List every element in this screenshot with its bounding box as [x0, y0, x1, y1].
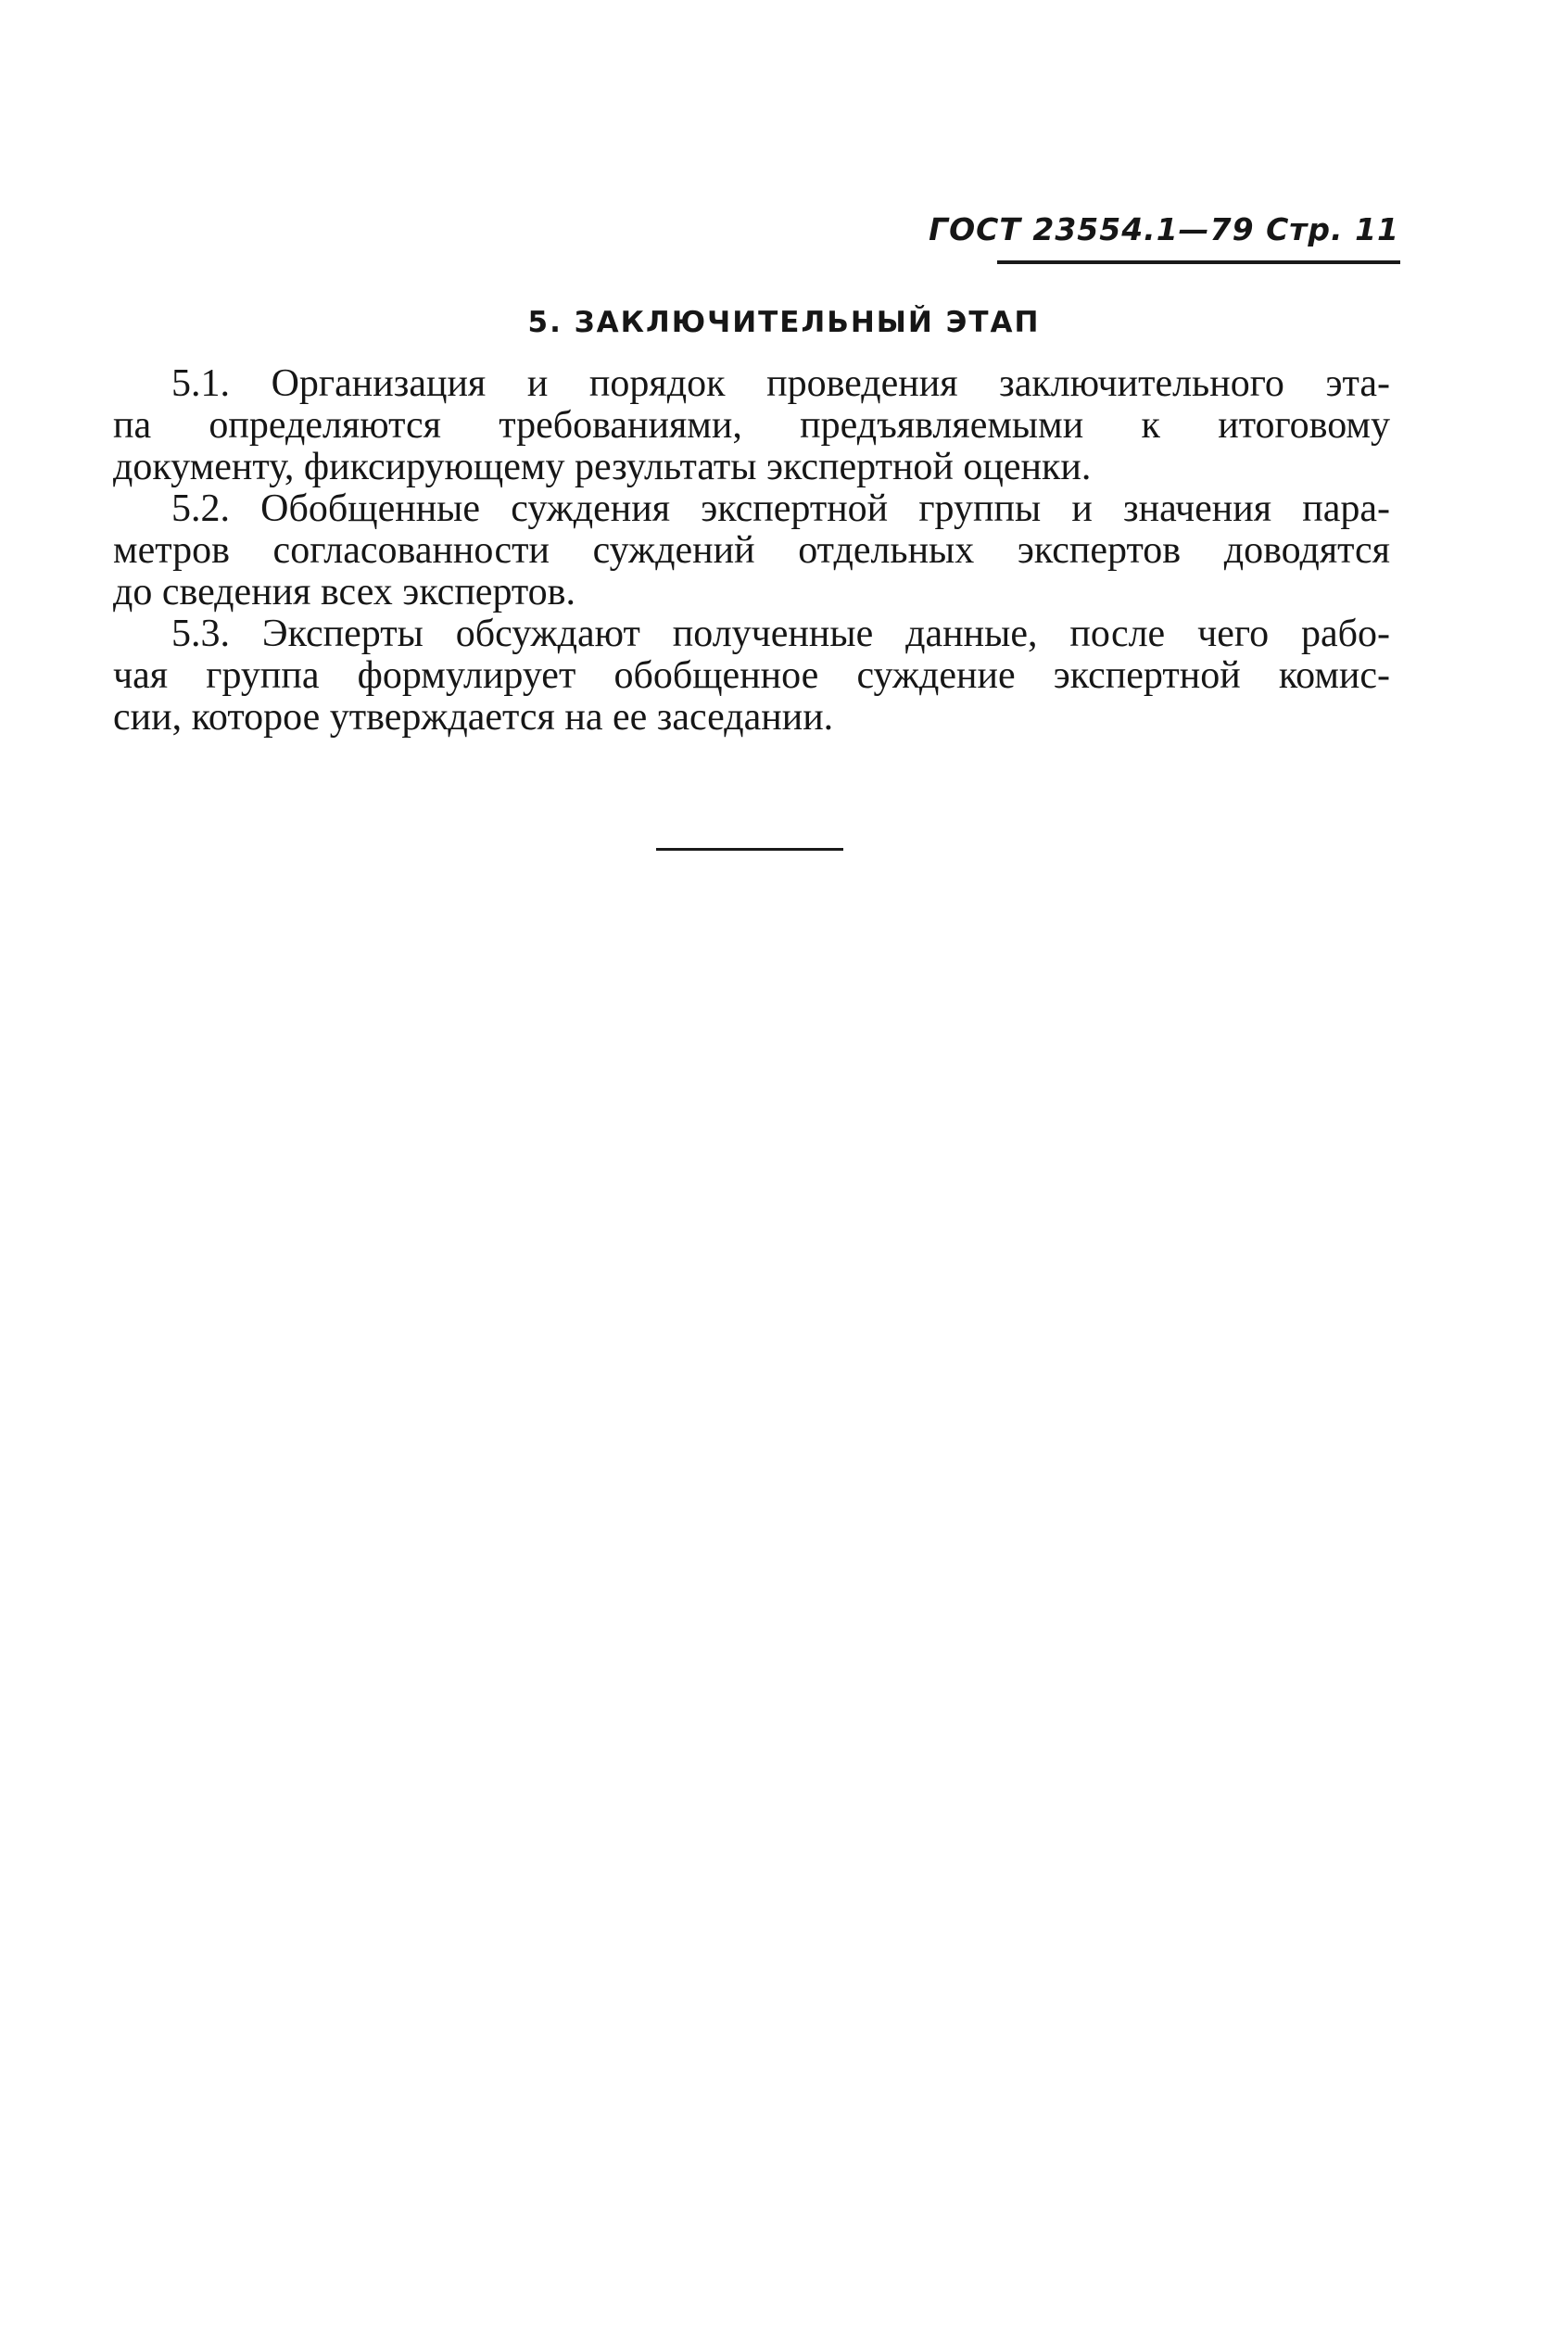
- section-body: [113, 363, 1390, 739]
- header-rule: [997, 260, 1400, 264]
- end-of-section-rule: [656, 848, 843, 851]
- paragraph-5-2: [113, 488, 1390, 613]
- text-line: чая группа формулирует обобщенное суждение экспертной комис-: [113, 654, 1390, 697]
- paragraph-5-3: [113, 613, 1390, 739]
- text-line: сии, которое утверждается на ее заседании.: [113, 696, 834, 739]
- text-line: метров согласованности суждений отдельных экспертов доводятся: [113, 529, 1390, 572]
- text-line: документу, фиксирующему результаты экспертной оценки.: [113, 446, 1092, 488]
- text-line: 5.1. Организация и порядок проведения заключительного эта-: [171, 362, 1390, 405]
- running-head: ГОСТ 23554.1—79 Стр. 11: [929, 211, 1399, 247]
- text-line: 5.3. Эксперты обсуждают полученные данные, после чего рабо-: [171, 613, 1390, 655]
- text-line: 5.2. Обобщенные суждения экспертной группы и значения пара-: [171, 487, 1390, 530]
- paragraph-5-1: [113, 363, 1390, 488]
- section-title: 5. ЗАКЛЮЧИТЕЛЬНЫЙ ЭТАП: [527, 306, 1041, 339]
- text-line: до сведения всех экспертов.: [113, 571, 576, 613]
- text-line: па определяются требованиями, предъявляемыми к итоговому: [113, 404, 1390, 447]
